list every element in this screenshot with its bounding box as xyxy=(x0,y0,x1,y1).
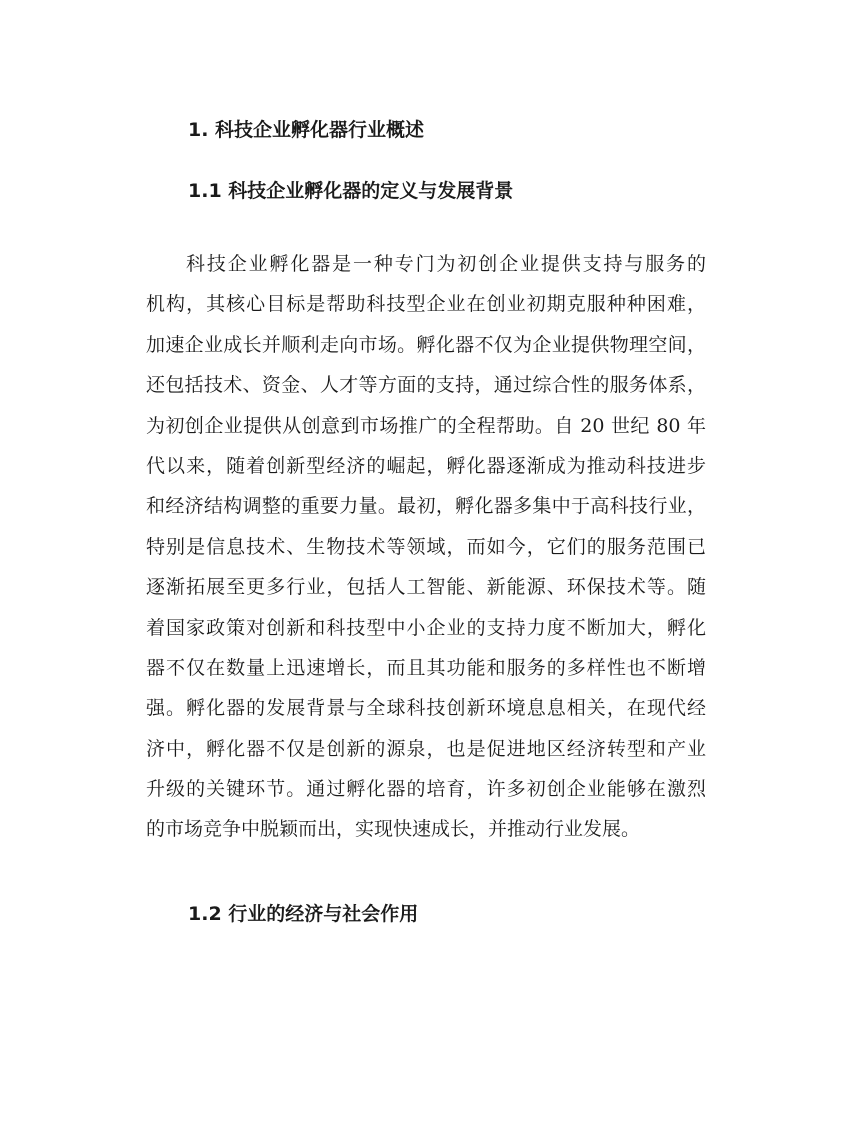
paragraph-line: 着国家政策对创新和科技型中小企业的支持力度不断加大，孵化 xyxy=(146,616,706,639)
paragraph-line: 特别是信息技术、生物技术等领域，而如今，它们的服务范围已 xyxy=(146,535,706,558)
paragraph-line: 强。孵化器的发展背景与全球科技创新环境息息相关，在现代经 xyxy=(146,697,706,720)
paragraph-line: 还包括技术、资金、人才等方面的支持，通过综合性的服务体系， xyxy=(146,374,706,397)
paragraph-line: 逐渐拓展至更多行业，包括人工智能、新能源、环保技术等。随 xyxy=(146,576,706,599)
paragraph-line: 为初创企业提供从创意到市场推广的全程帮助。自 20 世纪 80 年 xyxy=(146,414,706,437)
section-heading-1-2: 1.2 行业的经济与社会作用 xyxy=(188,903,419,925)
section-1-1-paragraph xyxy=(146,244,706,850)
chapter-heading: 1. 科技企业孵化器行业概述 xyxy=(188,119,425,141)
section-heading-1-1: 1.1 科技企业孵化器的定义与发展背景 xyxy=(188,180,514,202)
paragraph-line: 代以来，随着创新型经济的崛起，孵化器逐渐成为推动科技进步 xyxy=(146,454,706,477)
paragraph-line: 济中，孵化器不仅是创新的源泉，也是促进地区经济转型和产业 xyxy=(146,737,706,760)
paragraph-line: 的市场竞争中脱颖而出，实现快速成长，并推动行业发展。 xyxy=(146,818,641,841)
paragraph-line: 机构，其核心目标是帮助科技型企业在创业初期克服种种困难， xyxy=(146,293,706,316)
paragraph-line: 加速企业成长并顺利走向市场。孵化器不仅为企业提供物理空间， xyxy=(146,333,706,356)
paragraph-line: 科技企业孵化器是一种专门为初创企业提供支持与服务的 xyxy=(186,253,706,275)
paragraph-line: 器不仅在数量上迅速增长，而且其功能和服务的多样性也不断增 xyxy=(146,656,706,679)
paragraph-line: 和经济结构调整的重要力量。最初，孵化器多集中于高科技行业， xyxy=(146,495,706,518)
paragraph-line: 升级的关键环节。通过孵化器的培育，许多初创企业能够在激烈 xyxy=(146,778,706,801)
